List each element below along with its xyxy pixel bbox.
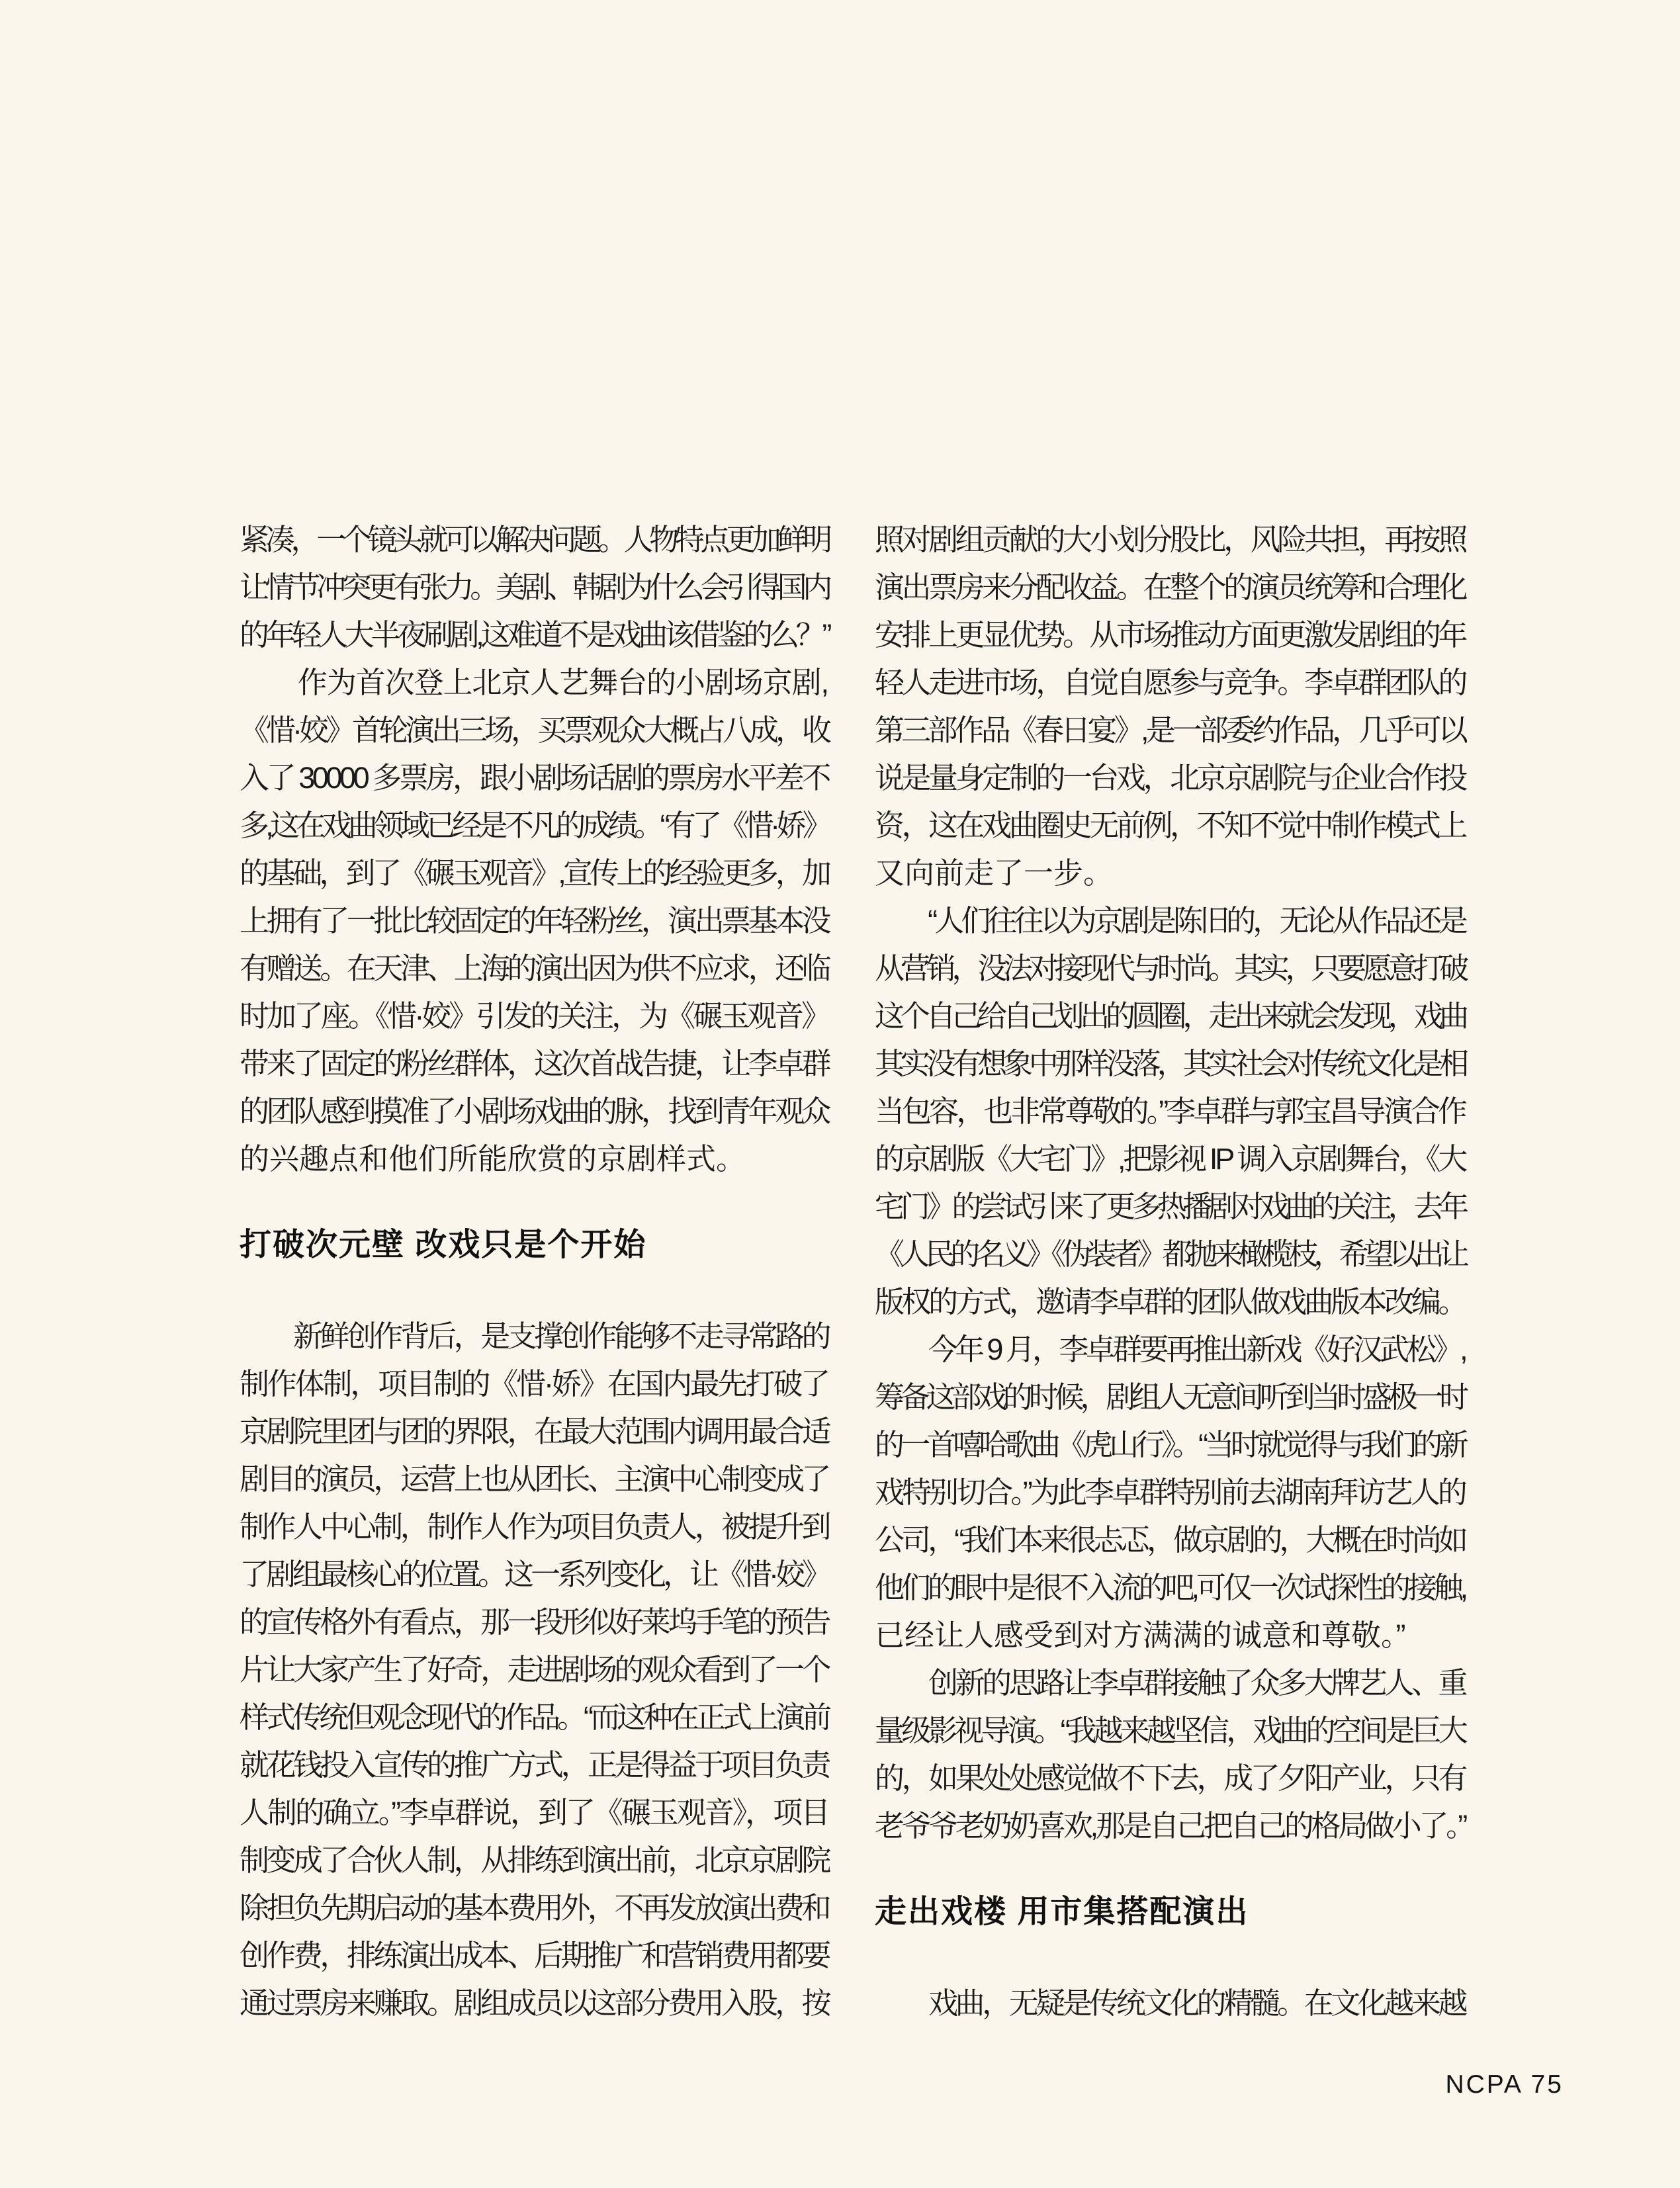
text-line: 照对剧组贡献的大小划分股比，风险共担，再按照 bbox=[875, 523, 1465, 556]
text-line: 量级影视导演。“我越来越坚信，戏曲的空间是巨大 bbox=[875, 1714, 1465, 1747]
article-column-right bbox=[875, 516, 1465, 2027]
text-line: 剧目的演员，运营上也从团长、主演中心制变成了 bbox=[240, 1462, 828, 1496]
text-line: 人制的确立。”李卓群说，到了《碾玉观音》，项目 bbox=[240, 1796, 828, 1829]
text-line: 样式传统但观念现代的作品。“而这种在正式上演前 bbox=[240, 1700, 828, 1734]
text-line: 第三部作品《春日宴》,是一部委约作品，几乎可以 bbox=[875, 713, 1465, 747]
text-line: 紧凑，一个镜头就可以解决问题。人物特点更加鲜明 bbox=[240, 523, 828, 556]
text-line: 宅门》的尝试引来了更多热播剧对戏曲的关注，去年 bbox=[875, 1190, 1465, 1223]
text-line: 多,这在戏曲领域已经是不凡的成绩。“有了《惜·娇》 bbox=[240, 809, 828, 842]
text-line: 筹备这部戏的时候，剧组人无意间听到当时盛极一时 bbox=[875, 1380, 1465, 1414]
text-line: 他们的眼中是很不入流的吧,可仅一次试探性的接触, bbox=[875, 1571, 1465, 1604]
text-line: 就花钱投入宣传的推广方式，正是得益于项目负责 bbox=[240, 1748, 828, 1782]
text-line: 从营销，没法对接现代与时尚。其实，只要愿意打破 bbox=[875, 951, 1465, 985]
text-line: 的团队感到摸准了小剧场戏曲的脉，找到青年观众 bbox=[240, 1094, 828, 1128]
text-line: 片让大家产生了好奇，走进剧场的观众看到了一个 bbox=[240, 1653, 828, 1686]
text-line: 带来了固定的粉丝群体，这次首战告捷，让李卓群 bbox=[240, 1047, 828, 1080]
text-line: 《惜·姣》首轮演出三场，买票观众大概占八成，收 bbox=[240, 713, 828, 747]
text-line: 的兴趣点和他们所能欣赏的京剧样式。 bbox=[240, 1142, 746, 1176]
text-line: 老爷爷老奶奶喜欢,那是自己把自己的格局做小了。” bbox=[875, 1809, 1465, 1843]
text-line: 的京剧版《大宅门》,把影视 IP 调入京剧舞台，《大 bbox=[875, 1142, 1465, 1176]
text-line: 作为首次登上北京人艺舞台的小剧场京剧, bbox=[240, 666, 828, 699]
text-line: 新鲜创作背后，是支撑创作能够不走寻常路的 bbox=[240, 1319, 828, 1353]
text-line: “人们往往以为京剧是陈旧的，无论从作品还是 bbox=[875, 904, 1465, 938]
text-line: 通过票房来赚取。剧组成员以这部分费用入股，按 bbox=[240, 1986, 828, 2020]
text-line: 制变成了合伙人制，从排练到演出前，北京京剧院 bbox=[240, 1843, 828, 1877]
text-line: 当包容，也非常尊敬的。”李卓群与郭宝昌导演合作 bbox=[875, 1094, 1465, 1128]
text-line: 有赠送。在天津、上海的演出因为供不应求，还临 bbox=[240, 951, 828, 985]
text-line: 这个自己给自己划出的圆圈，走出来就会发现，戏曲 bbox=[875, 999, 1465, 1033]
text-line: 了剧组最核心的位置。这一系列变化，让《惜·姣》 bbox=[240, 1557, 828, 1591]
text-line: 的宣传格外有看点，那一段形似好莱坞手笔的预告 bbox=[240, 1605, 828, 1639]
text-line: 除担负先期启动的基本费用外，不再发放演出费和 bbox=[240, 1891, 828, 1925]
text-line: 又向前走了一步。 bbox=[875, 856, 1114, 890]
text-line: 安排上更显优势。从市场推动方面更激发剧组的年 bbox=[875, 618, 1465, 652]
text-line: 创作费，排练演出成本、后期推广和营销费用都要 bbox=[240, 1939, 828, 1972]
text-line: 制作人中心制，制作人作为项目负责人，被提升到 bbox=[240, 1510, 828, 1544]
text-line: 演出票房来分配收益。在整个的演员统筹和合理化 bbox=[875, 570, 1465, 604]
text-line: 资，这在戏曲圈史无前例，不知不觉中制作模式上 bbox=[875, 809, 1465, 842]
text-line: 已经让人感受到对方满满的诚意和尊敬。” bbox=[875, 1618, 1406, 1652]
section-heading: 打破次元壁 改戏只是个开始 bbox=[240, 1227, 647, 1262]
text-line: 说是量身定制的一台戏，北京京剧院与企业合作投 bbox=[875, 761, 1465, 795]
text-line: 的年轻人大半夜刷剧,这难道不是戏曲该借鉴的么？” bbox=[240, 618, 828, 652]
article-column-left bbox=[240, 516, 828, 2027]
text-line: 入了 30000 多票房，跟小剧场话剧的票房水平差不 bbox=[240, 761, 829, 795]
section-heading: 走出戏楼 用市集搭配演出 bbox=[875, 1894, 1249, 1929]
text-line: 其实没有想象中那样没落，其实社会对传统文化是相 bbox=[875, 1047, 1465, 1080]
text-line: 制作体制，项目制的《惜·娇》在国内最先打破了 bbox=[240, 1367, 828, 1401]
text-line: 时加了座。《惜·姣》引发的关注，为《碾玉观音》 bbox=[240, 999, 828, 1033]
text-line: 创新的思路让李卓群接触了众多大牌艺人、重 bbox=[875, 1666, 1465, 1700]
text-line: 让情节冲突更有张力。美剧、韩剧为什么会引得国内 bbox=[240, 570, 828, 604]
text-line: 轻人走进市场，自觉自愿参与竞争。李卓群团队的 bbox=[875, 666, 1465, 699]
text-line: 今年 9 月，李卓群要再推出新戏《好汉武松》, bbox=[875, 1333, 1465, 1366]
text-line: 上拥有了一批比较固定的年轻粉丝，演出票基本没 bbox=[240, 904, 828, 938]
text-line: 《人民的名义》《伪装者》都抛来橄榄枝，希望以出让 bbox=[875, 1237, 1465, 1271]
text-line: 公司，“我们本来很忐忑，做京剧的，大概在时尚如 bbox=[875, 1523, 1465, 1557]
text-line: 版权的方式，邀请李卓群的团队做戏曲版本改编。 bbox=[875, 1285, 1465, 1319]
text-line: 戏曲，无疑是传统文化的精髓。在文化越来越 bbox=[875, 1986, 1465, 2020]
text-line: 戏特别切合。”为此李卓群特别前去湖南拜访艺人的 bbox=[875, 1475, 1465, 1509]
text-line: 的一首嘻哈歌曲《虎山行》。“当时就觉得与我们的新 bbox=[875, 1428, 1465, 1462]
page-number: NCPA 75 bbox=[1445, 2070, 1564, 2099]
text-line: 京剧院里团与团的界限，在最大范围内调用最合适 bbox=[240, 1415, 828, 1448]
text-line: 的，如果处处感觉做不下去，成了夕阳产业，只有 bbox=[875, 1761, 1465, 1795]
text-line: 的基础，到了《碾玉观音》,宣传上的经验更多，加 bbox=[240, 856, 828, 890]
